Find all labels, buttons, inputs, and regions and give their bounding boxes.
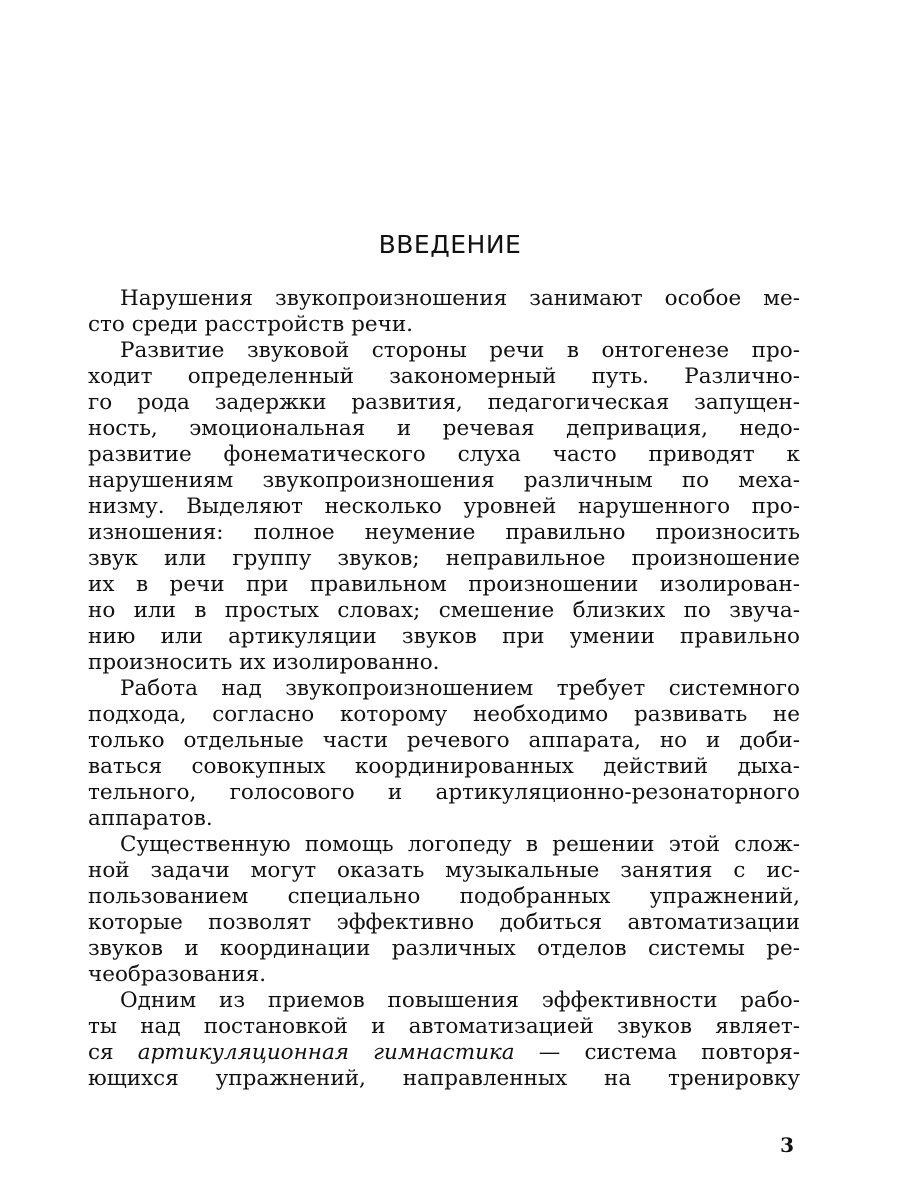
chapter-title: ВВЕДЕНИЕ (378, 230, 522, 259)
text-line: ность, эмоциональная и речевая депривация, недо- (88, 416, 800, 441)
body-text (88, 286, 800, 1092)
page-number: 3 (780, 1133, 794, 1157)
text-line: подхода, согласно которому необходимо развивать не (88, 702, 800, 727)
text-line: произносить их изолированно. (88, 650, 440, 675)
text-line: ющихся упражнений, направленных на тренировку (88, 1066, 800, 1091)
italic-term: артикуляционная гимнастика (137, 1040, 515, 1065)
text-line: ты над постановкой и автоматизацией звуков являет- (88, 1014, 800, 1039)
text-line: звуков и координации различных отделов системы ре- (88, 936, 800, 961)
text-line: Работа над звукопроизношением требует системного (120, 676, 800, 701)
text-fragment: ся (88, 1040, 138, 1065)
text-line: пользованием специально подобранных упражнений, (88, 884, 800, 909)
text-line: тельного, голосового и артикуляционно-резонаторного (88, 780, 800, 805)
text-line: чеобразования. (88, 962, 267, 987)
text-line: ной задачи могут оказать музыкальные занятия с ис- (88, 858, 800, 883)
text-line: только отдельные части речевого аппарата, но и доби- (88, 728, 800, 753)
text-line: сто среди расстройств речи. (88, 312, 413, 337)
text-line: которые позволят эффективно добиться автоматизации (88, 910, 800, 935)
text-line: аппаратов. (88, 806, 213, 831)
text-line: низму. Выделяют несколько уровней нарушенного про- (88, 494, 800, 519)
text-line: Нарушения звукопроизношения занимают особое ме- (120, 286, 800, 311)
text-line: Развитие звуковой стороны речи в онтогенезе про- (120, 338, 800, 363)
text-line: ваться совокупных координированных действий дыха- (88, 754, 800, 779)
text-line: развитие фонематического слуха часто приводят к (88, 442, 800, 467)
text-line: но или в простых словах; смешение близких по звуча- (88, 598, 800, 623)
text-line (88, 1040, 800, 1066)
text-fragment: — система повторя- (514, 1040, 800, 1065)
text-line: нию или артикуляции звуков при умении правильно (88, 624, 800, 649)
text-line: их в речи при правильном произношении изолирован- (88, 572, 800, 597)
text-line: го рода задержки развития, педагогическая запущен- (88, 390, 800, 415)
text-line: нарушениям звукопроизношения различным по меха- (88, 468, 800, 493)
text-line: изношения: полное неумение правильно произносить (88, 520, 800, 545)
text-line: Одним из приемов повышения эффективности рабо- (120, 988, 800, 1013)
text-line: Существенную помощь логопеду в решении этой слож- (120, 832, 800, 857)
text-line: ходит определенный закономерный путь. Различно- (88, 364, 800, 389)
text-line: звук или группу звуков; неправильное произношение (88, 546, 800, 571)
